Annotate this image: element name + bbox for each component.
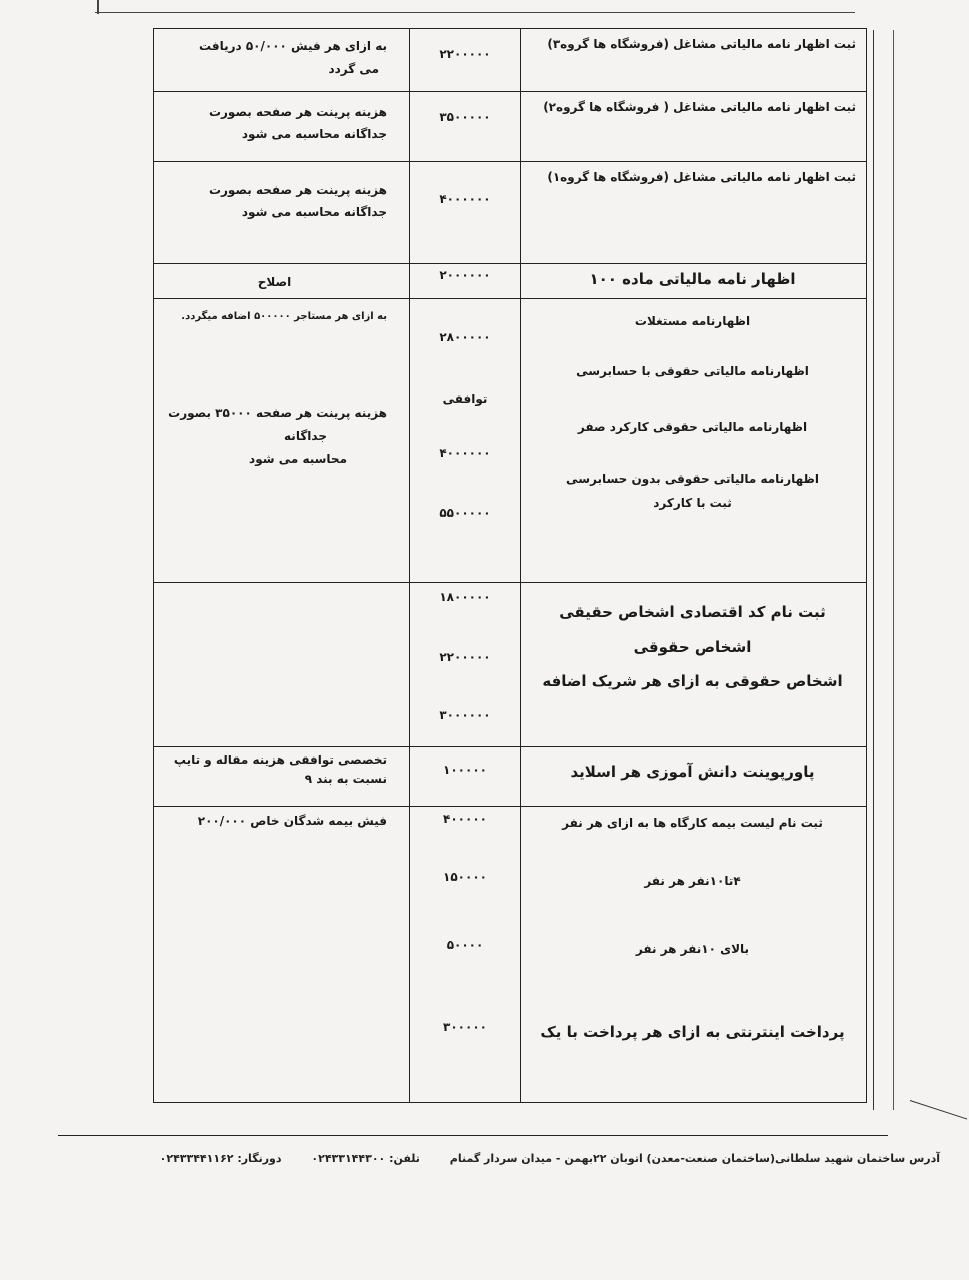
price-value: ۳۰۰۰۰۰۰ [439, 708, 491, 722]
table-row [154, 92, 867, 162]
price-value: توافقی [442, 392, 488, 406]
service-label: اظهارنامه مالیاتی حقوقی کارکرد صفر [577, 420, 808, 434]
note-text: اصلاح [257, 275, 292, 289]
footer-phone: تلفن: ۰۲۴۳۳۱۴۴۳۰۰ [311, 1152, 420, 1165]
footer-address: آدرس ساختمان شهید سلطانی(ساختمان صنعت-معدن) اتوبان ۲۲بهمن - میدان سردار گمنام [449, 1152, 940, 1165]
price-value: ۲۰۰۰۰۰۰ [439, 268, 491, 282]
fee-table [153, 28, 867, 1103]
note-text: محاسبه می شود [249, 451, 347, 466]
service-label: اشخاص حقوقی [633, 637, 752, 656]
note-text: هزینه پرینت هر صفحه بصورت [208, 183, 387, 197]
price-value: ۲۲۰۰۰۰۰ [439, 47, 491, 61]
service-label: پاورپوینت دانش آموزی هر اسلاید [570, 763, 815, 781]
price-cell [410, 92, 521, 162]
note-text: هزینه پرینت هر صفحه بصورت [208, 105, 387, 119]
price-cell [410, 29, 521, 92]
service-label: ۴تا۱۰نفر هر نفر [644, 874, 741, 888]
service-cell [521, 583, 867, 747]
note-cell [154, 583, 410, 747]
price-value: ۱۸۰۰۰۰۰ [439, 590, 491, 604]
note-text: به ازای هر فیش ۵۰/۰۰۰ دریافت [199, 39, 387, 53]
note-text: هزینه پرینت هر صفحه ۳۵۰۰۰ بصورت [168, 406, 387, 420]
service-label: اشخاص حقوقی به ازای هر شریک اضافه [542, 672, 843, 690]
corner-stroke [910, 1100, 967, 1119]
service-cell [521, 264, 867, 299]
outer-frame-line-right [893, 30, 894, 1110]
page-top-edge [95, 12, 855, 13]
price-value: ۲۸۰۰۰۰۰ [439, 330, 491, 344]
service-label: پرداخت اینترنتی به ازای هر پرداخت با یک [540, 1023, 845, 1041]
table-row [154, 747, 867, 807]
note-cell [154, 747, 410, 807]
service-label: اظهارنامه مستغلات [634, 314, 751, 328]
price-value: ۳۵۰۰۰۰۰ [439, 110, 491, 124]
service-label: ثبت اظهار نامه مالیاتی مشاغل (فروشگاه ها گروه۱) [547, 170, 856, 184]
price-cell [410, 162, 521, 264]
note-cell [154, 264, 410, 299]
price-value: ۲۲۰۰۰۰۰ [439, 650, 491, 664]
price-cell [410, 299, 521, 583]
note-cell [154, 299, 410, 583]
service-label: ثبت با کارکرد [653, 496, 732, 510]
table-row [154, 583, 867, 747]
service-cell [521, 807, 867, 1103]
note-text: جداگانه محاسبه می شود [241, 126, 387, 141]
service-label: بالای ۱۰نفر هر نفر [635, 942, 750, 956]
note-text: فیش بیمه شدگان خاص ۲۰۰/۰۰۰ [197, 814, 387, 828]
note-text: به ازای هر مستاجر ۵۰۰۰۰۰ اضافه میگردد. [181, 311, 387, 322]
price-value: ۱۰۰۰۰۰ [443, 763, 487, 777]
service-cell [521, 162, 867, 264]
table-row [154, 299, 867, 583]
note-cell [154, 162, 410, 264]
service-label: ثبت اظهار نامه مالیاتی مشاغل ( فروشگاه ها گروه۲) [543, 100, 856, 114]
price-cell [410, 807, 521, 1103]
note-cell [154, 807, 410, 1103]
note-text: نسبت به بند ۹ [304, 772, 387, 787]
service-label: ثبت نام کد اقتصادی اشخاص حقیقی [559, 603, 826, 621]
table-row [154, 29, 867, 92]
footer-fax: دورنگار: ۰۲۴۳۳۴۴۱۱۶۲ [159, 1152, 282, 1165]
service-label: اظهارنامه مالیاتی حقوقی بدون حسابرسی [566, 472, 819, 486]
note-text: می گردد [328, 61, 379, 76]
price-value: ۵۵۰۰۰۰۰ [439, 506, 491, 520]
service-label: اظهارنامه مالیاتی حقوقی با حسابرسی [576, 364, 809, 378]
price-cell [410, 747, 521, 807]
note-cell [154, 92, 410, 162]
outer-frame-line [873, 30, 874, 1110]
service-cell [521, 29, 867, 92]
footer-divider [58, 1135, 888, 1136]
service-cell [521, 299, 867, 583]
note-text: جداگانه محاسبه می شود [241, 204, 387, 219]
footer-contact [30, 1152, 940, 1165]
price-value: ۳۰۰۰۰۰ [443, 1020, 487, 1034]
service-label: ثبت اظهار نامه مالیاتی مشاغل (فروشگاه ها گروه۳) [547, 37, 856, 51]
service-cell [521, 92, 867, 162]
price-value: ۴۰۰۰۰۰۰ [439, 192, 491, 206]
table-row [154, 162, 867, 264]
table-row [154, 807, 867, 1103]
service-label: اظهار نامه مالیاتی ماده ۱۰۰ [589, 270, 796, 288]
note-text: جداگانه [284, 428, 327, 443]
service-label: ثبت نام لیست بیمه کارگاه ها به ازای هر نفر [562, 816, 823, 830]
price-value: ۱۵۰۰۰۰ [443, 870, 487, 884]
price-cell [410, 264, 521, 299]
price-cell [410, 583, 521, 747]
table-row [154, 264, 867, 299]
note-cell [154, 29, 410, 92]
price-value: ۵۰۰۰۰ [446, 938, 484, 952]
service-cell [521, 747, 867, 807]
note-text: تخصصی توافقی هزینه مقاله و تایپ [173, 753, 387, 767]
price-value: ۴۰۰۰۰۰۰ [439, 446, 491, 460]
price-value: ۴۰۰۰۰۰ [443, 812, 487, 826]
